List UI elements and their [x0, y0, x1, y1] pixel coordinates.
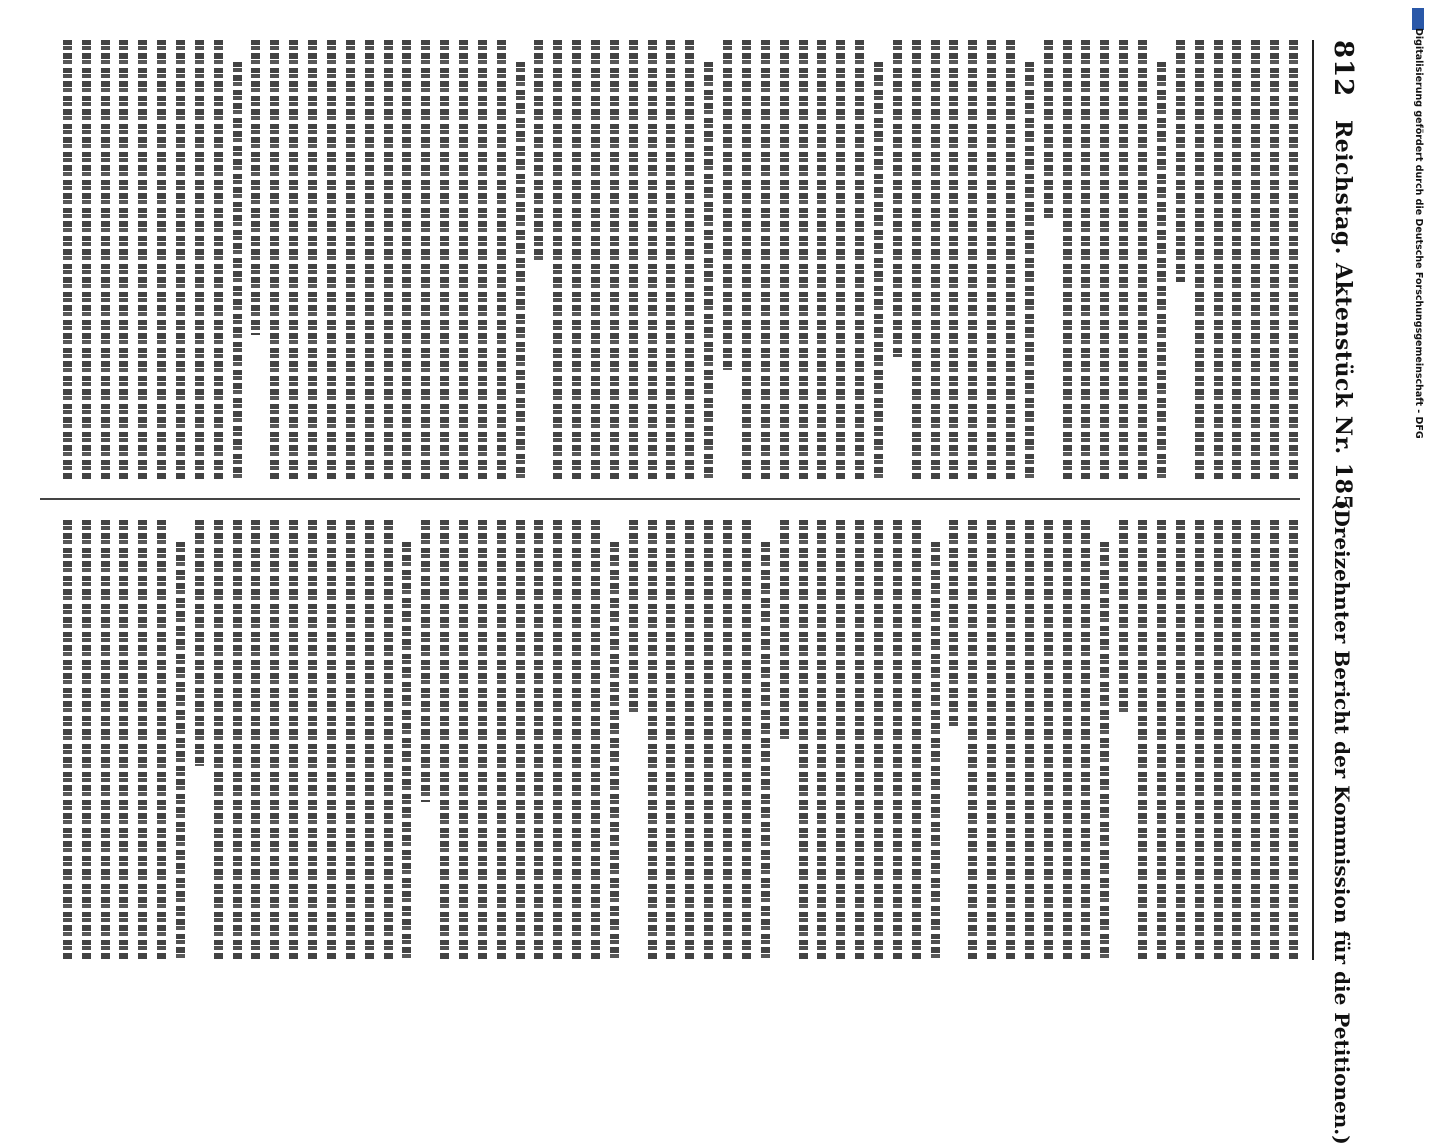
digitization-notice-text: Digitalisierung gefördert durch die Deutsche Forschungsgemeinschaft - DFG [1413, 28, 1424, 439]
text-line [1044, 40, 1053, 221]
text-line [308, 40, 317, 480]
text-line [327, 520, 336, 960]
digitization-notice [1410, 28, 1424, 948]
text-line [1082, 40, 1091, 480]
text-line [987, 40, 996, 480]
text-line [384, 40, 393, 480]
text-line [252, 40, 261, 335]
text-line [1176, 520, 1185, 960]
text-line [1157, 62, 1166, 480]
text-line [214, 40, 223, 480]
text-line [308, 520, 317, 960]
text-line [591, 520, 600, 960]
text-line [459, 40, 468, 480]
text-line [138, 520, 147, 960]
text-line [1195, 40, 1204, 480]
text-line [384, 520, 393, 960]
text-line [82, 520, 91, 960]
text-line [1232, 520, 1241, 960]
text-line [949, 520, 958, 726]
text-line [836, 520, 845, 960]
text-line [1063, 520, 1072, 960]
text-line [1138, 40, 1147, 480]
text-line [1082, 520, 1091, 960]
text-line [1270, 520, 1279, 960]
text-line [968, 40, 977, 480]
text-line [252, 520, 261, 960]
text-line [931, 542, 940, 960]
text-line [497, 40, 506, 480]
text-line [931, 40, 940, 480]
text-line [1176, 40, 1185, 282]
text-line [534, 40, 543, 260]
document-page [20, 0, 1380, 1145]
text-line [723, 40, 732, 370]
text-line [1232, 40, 1241, 480]
text-line [780, 40, 789, 480]
text-line [1025, 62, 1034, 480]
text-line [157, 520, 166, 960]
text-line [1006, 520, 1015, 960]
text-line [817, 40, 826, 480]
text-line [176, 542, 185, 960]
text-line [1195, 520, 1204, 960]
column-divider [40, 498, 1300, 500]
text-line [270, 520, 279, 960]
text-line [478, 40, 487, 480]
text-line [233, 520, 242, 960]
text-line [497, 520, 506, 960]
text-line [1119, 40, 1128, 480]
page-number: 812 [1328, 40, 1358, 98]
text-line [195, 40, 204, 480]
header-title: Reichstag. Aktenstück Nr. 185. [1330, 120, 1356, 519]
text-line [817, 520, 826, 960]
text-line [289, 40, 298, 480]
text-line [1100, 542, 1109, 960]
header-subtitle: (Dreizehnter Bericht der Kommission für die Petitionen.) [1330, 500, 1354, 1145]
running-header [1312, 40, 1366, 1145]
text-line [421, 40, 430, 480]
text-line [176, 40, 185, 480]
text-line [685, 40, 694, 480]
text-line [799, 40, 808, 480]
text-line [63, 520, 72, 960]
text-line [1157, 520, 1166, 960]
text-line [63, 40, 72, 480]
text-line [1214, 520, 1223, 960]
text-line [365, 40, 374, 480]
text-line [912, 40, 921, 480]
text-line [799, 520, 808, 960]
text-line [685, 520, 694, 960]
text-line [949, 40, 958, 480]
text-line [836, 40, 845, 480]
text-line [138, 40, 147, 480]
text-line [516, 520, 525, 960]
text-line [667, 520, 676, 960]
text-line [987, 520, 996, 960]
text-line [629, 40, 638, 480]
text-line [440, 520, 449, 960]
text-line [780, 520, 789, 739]
text-line [855, 520, 864, 960]
text-line [119, 40, 128, 480]
text-line [761, 542, 770, 960]
text-line [82, 40, 91, 480]
text-line [893, 520, 902, 960]
text-line [704, 520, 713, 960]
text-line [1006, 40, 1015, 480]
text-line [534, 520, 543, 960]
text-line [572, 520, 581, 960]
text-line [459, 520, 468, 960]
text-line [648, 520, 657, 960]
text-line [440, 40, 449, 480]
text-line [723, 520, 732, 960]
text-line [478, 520, 487, 960]
text-line [874, 520, 883, 960]
text-line [553, 40, 562, 480]
text-line [1044, 520, 1053, 960]
text-line [742, 40, 751, 480]
text-line [365, 520, 374, 960]
text-line [270, 40, 279, 480]
text-line [1289, 40, 1298, 480]
text-line [704, 62, 713, 480]
text-line [402, 542, 411, 960]
text-column-right [40, 520, 1300, 960]
text-line [1251, 520, 1260, 960]
text-line [421, 520, 430, 802]
text-line [1119, 520, 1128, 713]
text-line [1214, 40, 1223, 480]
text-line [610, 40, 619, 480]
text-line [912, 520, 921, 960]
text-line [610, 542, 619, 960]
text-line [761, 40, 770, 480]
text-line [289, 520, 298, 960]
text-line [233, 62, 242, 480]
text-line [629, 520, 638, 715]
text-line [1251, 40, 1260, 480]
text-line [893, 40, 902, 357]
text-line [101, 520, 110, 960]
text-column-left [40, 40, 1300, 480]
text-line [157, 40, 166, 480]
text-line [214, 520, 223, 960]
text-line [101, 40, 110, 480]
text-line [1025, 520, 1034, 960]
text-line [553, 520, 562, 960]
text-line [327, 40, 336, 480]
text-line [855, 40, 864, 480]
dfg-logo-icon [1412, 8, 1424, 30]
text-line [667, 40, 676, 480]
text-line [346, 40, 355, 480]
text-line [968, 520, 977, 960]
text-line [1289, 520, 1298, 960]
text-line [591, 40, 600, 480]
text-line [874, 62, 883, 480]
text-line [1138, 520, 1147, 960]
text-line [1063, 40, 1072, 480]
text-line [742, 520, 751, 960]
text-line [1100, 40, 1109, 480]
text-line [516, 62, 525, 480]
text-line [572, 40, 581, 480]
text-line [648, 40, 657, 480]
text-line [119, 520, 128, 960]
text-line [402, 40, 411, 480]
text-line [1270, 40, 1279, 480]
text-line [195, 520, 204, 766]
text-line [346, 520, 355, 960]
